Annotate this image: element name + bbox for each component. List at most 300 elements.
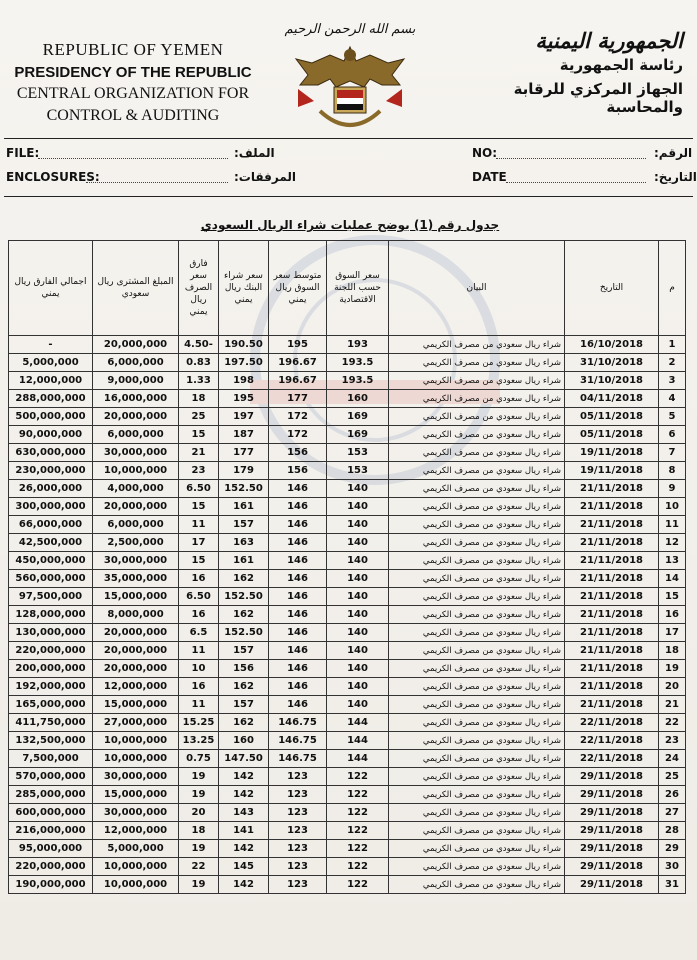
no-label: NO:: [472, 146, 498, 160]
cell-description: شراء ريال سعودي من مصرف الكريمي: [389, 390, 565, 408]
cell-amount-purchased: 15,000,000: [93, 696, 179, 714]
cell-index: 27: [659, 804, 686, 822]
cell-amount-purchased: 6,000,000: [93, 354, 179, 372]
cell-total-difference: 300,000,000: [9, 498, 93, 516]
cell-bank-buy-rate: 143: [219, 804, 269, 822]
date-field[interactable]: [506, 170, 646, 183]
table-row: [9, 804, 686, 822]
cell-date: 21/11/2018: [565, 642, 659, 660]
table-row: [9, 516, 686, 534]
cell-average-market-rate: 177: [269, 390, 327, 408]
file-row: [6, 146, 691, 164]
cell-market-rate-committee: 140: [327, 678, 389, 696]
cell-market-rate-committee: 122: [327, 840, 389, 858]
cell-total-difference: 570,000,000: [9, 768, 93, 786]
cell-amount-purchased: 2,500,000: [93, 534, 179, 552]
cell-total-difference: 130,000,000: [9, 624, 93, 642]
file-label-ar: الملف:: [234, 146, 275, 160]
cell-market-rate-committee: 193.5: [327, 372, 389, 390]
cell-market-rate-committee: 140: [327, 606, 389, 624]
cell-index: 12: [659, 534, 686, 552]
cell-market-rate-committee: 140: [327, 588, 389, 606]
cell-index: 16: [659, 606, 686, 624]
cell-rate-difference: 15: [179, 426, 219, 444]
cell-rate-difference: 6.50: [179, 480, 219, 498]
cell-description: شراء ريال سعودي من مصرف الكريمي: [389, 444, 565, 462]
cell-index: 8: [659, 462, 686, 480]
cell-rate-difference: 19: [179, 840, 219, 858]
cell-rate-difference: 18: [179, 822, 219, 840]
cell-total-difference: 411,750,000: [9, 714, 93, 732]
cell-description: شراء ريال سعودي من مصرف الكريمي: [389, 426, 565, 444]
cell-bank-buy-rate: 142: [219, 768, 269, 786]
cell-date: 29/11/2018: [565, 768, 659, 786]
organization-name-ar: الجهاز المركزي للرقابة والمحاسبة: [513, 80, 683, 116]
cell-date: 22/11/2018: [565, 750, 659, 768]
cell-average-market-rate: 123: [269, 840, 327, 858]
cell-description: شراء ريال سعودي من مصرف الكريمي: [389, 642, 565, 660]
cell-amount-purchased: 10,000,000: [93, 462, 179, 480]
cell-market-rate-committee: 122: [327, 876, 389, 894]
saudi-riyal-purchases-table: [8, 240, 686, 894]
cell-amount-purchased: 30,000,000: [93, 444, 179, 462]
cell-average-market-rate: 196.67: [269, 372, 327, 390]
cell-description: شراء ريال سعودي من مصرف الكريمي: [389, 552, 565, 570]
cell-bank-buy-rate: 195: [219, 390, 269, 408]
cell-rate-difference: 11: [179, 696, 219, 714]
basmala: بسم الله الرحمن الرحيم: [284, 22, 416, 37]
cell-description: شراء ريال سعودي من مصرف الكريمي: [389, 858, 565, 876]
table-row: [9, 876, 686, 894]
cell-total-difference: 90,000,000: [9, 426, 93, 444]
cell-date: 21/11/2018: [565, 588, 659, 606]
cell-amount-purchased: 6,000,000: [93, 426, 179, 444]
cell-date: 19/11/2018: [565, 462, 659, 480]
cell-date: 22/11/2018: [565, 714, 659, 732]
cell-description: شراء ريال سعودي من مصرف الكريمي: [389, 840, 565, 858]
table-row: [9, 408, 686, 426]
cell-market-rate-committee: 140: [327, 624, 389, 642]
cell-market-rate-committee: 140: [327, 570, 389, 588]
cell-description: شراء ريال سعودي من مصرف الكريمي: [389, 714, 565, 732]
col-amount-purchased: المبلغ المشترى ريال سعودي: [93, 241, 179, 336]
cell-index: 6: [659, 426, 686, 444]
date-label-ar: التاريخ:: [654, 170, 697, 184]
cell-description: شراء ريال سعودي من مصرف الكريمي: [389, 768, 565, 786]
cell-index: 29: [659, 840, 686, 858]
table-row: [9, 678, 686, 696]
cell-market-rate-committee: 140: [327, 660, 389, 678]
cell-bank-buy-rate: 152.50: [219, 624, 269, 642]
cell-description: شراء ريال سعودي من مصرف الكريمي: [389, 462, 565, 480]
cell-amount-purchased: 12,000,000: [93, 822, 179, 840]
cell-average-market-rate: 146.75: [269, 750, 327, 768]
cell-total-difference: 5,000,000: [9, 354, 93, 372]
table-row: [9, 480, 686, 498]
table-row: [9, 732, 686, 750]
table-row: [9, 552, 686, 570]
enclosures-field[interactable]: [86, 170, 228, 183]
cell-bank-buy-rate: 142: [219, 786, 269, 804]
cell-bank-buy-rate: 157: [219, 516, 269, 534]
cell-market-rate-committee: 122: [327, 804, 389, 822]
cell-bank-buy-rate: 198: [219, 372, 269, 390]
cell-bank-buy-rate: 152.50: [219, 588, 269, 606]
cell-bank-buy-rate: 177: [219, 444, 269, 462]
cell-index: 15: [659, 588, 686, 606]
cell-average-market-rate: 123: [269, 876, 327, 894]
table-row: [9, 606, 686, 624]
cell-rate-difference: 13.25: [179, 732, 219, 750]
cell-rate-difference: 15.25: [179, 714, 219, 732]
cell-bank-buy-rate: 190.50: [219, 336, 269, 354]
cell-rate-difference: 6.5: [179, 624, 219, 642]
cell-total-difference: 7,500,000: [9, 750, 93, 768]
cell-amount-purchased: 10,000,000: [93, 750, 179, 768]
cell-total-difference: 230,000,000: [9, 462, 93, 480]
cell-date: 04/11/2018: [565, 390, 659, 408]
cell-average-market-rate: 172: [269, 408, 327, 426]
cell-total-difference: 128,000,000: [9, 606, 93, 624]
cell-market-rate-committee: 122: [327, 822, 389, 840]
cell-amount-purchased: 16,000,000: [93, 390, 179, 408]
cell-average-market-rate: 146: [269, 642, 327, 660]
organization-name-line2: CONTROL & AUDITING: [46, 107, 220, 124]
cell-index: 26: [659, 786, 686, 804]
cell-average-market-rate: 146.75: [269, 714, 327, 732]
cell-rate-difference: 16: [179, 678, 219, 696]
cell-bank-buy-rate: 147.50: [219, 750, 269, 768]
country-name: REPUBLIC OF YEMEN: [42, 40, 224, 59]
cell-market-rate-committee: 140: [327, 552, 389, 570]
cell-average-market-rate: 146: [269, 660, 327, 678]
table-row: [9, 372, 686, 390]
cell-date: 31/10/2018: [565, 372, 659, 390]
cell-total-difference: 500,000,000: [9, 408, 93, 426]
cell-total-difference: 66,000,000: [9, 516, 93, 534]
cell-date: 05/11/2018: [565, 408, 659, 426]
letterhead-arabic: [453, 28, 683, 116]
col-average-market-rate: متوسط سعر السوق ريال يمني: [269, 241, 327, 336]
cell-amount-purchased: 5,000,000: [93, 840, 179, 858]
col-bank-buy-rate: سعر شراء البنك ريال يمني: [219, 241, 269, 336]
table-row: [9, 840, 686, 858]
enclosures-row: [6, 170, 697, 188]
table-row: [9, 714, 686, 732]
table-row: [9, 822, 686, 840]
cell-amount-purchased: 30,000,000: [93, 804, 179, 822]
cell-average-market-rate: 123: [269, 804, 327, 822]
table-row: [9, 498, 686, 516]
cell-average-market-rate: 146: [269, 480, 327, 498]
letterhead-english: [8, 40, 258, 125]
cell-bank-buy-rate: 160: [219, 732, 269, 750]
enclosures-label-ar: المرفقات:: [234, 170, 296, 184]
cell-average-market-rate: 146.75: [269, 732, 327, 750]
cell-date: 29/11/2018: [565, 822, 659, 840]
cell-total-difference: -: [9, 336, 93, 354]
cell-bank-buy-rate: 197: [219, 408, 269, 426]
table-row: [9, 660, 686, 678]
cell-bank-buy-rate: 163: [219, 534, 269, 552]
cell-amount-purchased: 27,000,000: [93, 714, 179, 732]
cell-date: 21/11/2018: [565, 678, 659, 696]
cell-description: شراء ريال سعودي من مصرف الكريمي: [389, 534, 565, 552]
cell-average-market-rate: 146: [269, 570, 327, 588]
cell-market-rate-committee: 193.5: [327, 354, 389, 372]
cell-amount-purchased: 6,000,000: [93, 516, 179, 534]
cell-index: 4: [659, 390, 686, 408]
table-header-row: [9, 241, 686, 336]
cell-date: 21/11/2018: [565, 516, 659, 534]
cell-date: 29/11/2018: [565, 876, 659, 894]
cell-date: 21/11/2018: [565, 624, 659, 642]
cell-market-rate-committee: 153: [327, 462, 389, 480]
cell-rate-difference: 25: [179, 408, 219, 426]
cell-amount-purchased: 10,000,000: [93, 876, 179, 894]
cell-rate-difference: 6.50: [179, 588, 219, 606]
cell-index: 10: [659, 498, 686, 516]
cell-date: 29/11/2018: [565, 840, 659, 858]
presidency-name: PRESIDENCY OF THE REPUBLIC: [14, 64, 252, 81]
cell-average-market-rate: 172: [269, 426, 327, 444]
cell-date: 31/10/2018: [565, 354, 659, 372]
col-description: البيان: [389, 241, 565, 336]
cell-description: شراء ريال سعودي من مصرف الكريمي: [389, 408, 565, 426]
cell-amount-purchased: 10,000,000: [93, 858, 179, 876]
cell-bank-buy-rate: 179: [219, 462, 269, 480]
cell-amount-purchased: 20,000,000: [93, 642, 179, 660]
table-row: [9, 354, 686, 372]
cell-bank-buy-rate: 156: [219, 660, 269, 678]
cell-description: شراء ريال سعودي من مصرف الكريمي: [389, 696, 565, 714]
cell-total-difference: 560,000,000: [9, 570, 93, 588]
table-row: [9, 750, 686, 768]
cell-total-difference: 288,000,000: [9, 390, 93, 408]
cell-average-market-rate: 146: [269, 552, 327, 570]
file-label: FILE:: [6, 146, 40, 160]
cell-market-rate-committee: 153: [327, 444, 389, 462]
cell-date: 21/11/2018: [565, 570, 659, 588]
cell-average-market-rate: 195: [269, 336, 327, 354]
cell-amount-purchased: 15,000,000: [93, 786, 179, 804]
table-row: [9, 444, 686, 462]
cell-rate-difference: 15: [179, 498, 219, 516]
table-caption: جدول رقم (1) يوضح عمليات شراء الريال السعودي: [200, 218, 500, 232]
cell-average-market-rate: 123: [269, 822, 327, 840]
cell-description: شراء ريال سعودي من مصرف الكريمي: [389, 876, 565, 894]
cell-amount-purchased: 20,000,000: [93, 408, 179, 426]
cell-average-market-rate: 146: [269, 624, 327, 642]
cell-description: شراء ريال سعودي من مصرف الكريمي: [389, 336, 565, 354]
cell-market-rate-committee: 122: [327, 786, 389, 804]
cell-market-rate-committee: 140: [327, 696, 389, 714]
cell-index: 25: [659, 768, 686, 786]
cell-amount-purchased: 20,000,000: [93, 624, 179, 642]
cell-bank-buy-rate: 161: [219, 552, 269, 570]
cell-amount-purchased: 8,000,000: [93, 606, 179, 624]
cell-date: 29/11/2018: [565, 786, 659, 804]
cell-amount-purchased: 30,000,000: [93, 768, 179, 786]
cell-description: شراء ريال سعودي من مصرف الكريمي: [389, 660, 565, 678]
meta-divider: [4, 196, 693, 197]
cell-average-market-rate: 156: [269, 444, 327, 462]
cell-total-difference: 165,000,000: [9, 696, 93, 714]
cell-bank-buy-rate: 162: [219, 678, 269, 696]
cell-amount-purchased: 10,000,000: [93, 732, 179, 750]
cell-market-rate-committee: 140: [327, 516, 389, 534]
cell-description: شراء ريال سعودي من مصرف الكريمي: [389, 678, 565, 696]
presidency-name-ar: رئاسة الجمهورية: [559, 56, 683, 74]
cell-amount-purchased: 20,000,000: [93, 336, 179, 354]
cell-bank-buy-rate: 142: [219, 840, 269, 858]
cell-date: 21/11/2018: [565, 696, 659, 714]
table-row: [9, 624, 686, 642]
cell-total-difference: 450,000,000: [9, 552, 93, 570]
cell-total-difference: 26,000,000: [9, 480, 93, 498]
yemen-eagle-emblem-icon: [290, 41, 410, 139]
cell-total-difference: 216,000,000: [9, 822, 93, 840]
table-body: [9, 336, 686, 894]
table-row: [9, 426, 686, 444]
cell-market-rate-committee: 140: [327, 498, 389, 516]
cell-bank-buy-rate: 142: [219, 876, 269, 894]
cell-total-difference: 192,000,000: [9, 678, 93, 696]
cell-bank-buy-rate: 145: [219, 858, 269, 876]
cell-amount-purchased: 15,000,000: [93, 588, 179, 606]
cell-bank-buy-rate: 162: [219, 606, 269, 624]
cell-average-market-rate: 146: [269, 588, 327, 606]
country-name-ar: الجمهورية اليمنية: [535, 28, 683, 53]
cell-rate-difference: 11: [179, 516, 219, 534]
cell-index: 31: [659, 876, 686, 894]
cell-average-market-rate: 146: [269, 696, 327, 714]
cell-description: شراء ريال سعودي من مصرف الكريمي: [389, 354, 565, 372]
cell-bank-buy-rate: 187: [219, 426, 269, 444]
cell-average-market-rate: 123: [269, 858, 327, 876]
cell-date: 16/10/2018: [565, 336, 659, 354]
table-row: [9, 768, 686, 786]
cell-rate-difference: 0.75: [179, 750, 219, 768]
cell-rate-difference: 11: [179, 642, 219, 660]
table-row: [9, 462, 686, 480]
cell-average-market-rate: 156: [269, 462, 327, 480]
cell-description: شراء ريال سعودي من مصرف الكريمي: [389, 498, 565, 516]
cell-market-rate-committee: 160: [327, 390, 389, 408]
cell-total-difference: 97,500,000: [9, 588, 93, 606]
enclosures-label: ENCLOSURES:: [6, 170, 100, 184]
cell-amount-purchased: 35,000,000: [93, 570, 179, 588]
no-label-ar: الرقم:: [654, 146, 693, 160]
cell-market-rate-committee: 144: [327, 714, 389, 732]
cell-description: شراء ريال سعودي من مصرف الكريمي: [389, 480, 565, 498]
cell-rate-difference: 18: [179, 390, 219, 408]
cell-total-difference: 285,000,000: [9, 786, 93, 804]
cell-rate-difference: 15: [179, 552, 219, 570]
cell-description: شراء ريال سعودي من مصرف الكريمي: [389, 750, 565, 768]
cell-bank-buy-rate: 152.50: [219, 480, 269, 498]
cell-total-difference: 12,000,000: [9, 372, 93, 390]
cell-total-difference: 600,000,000: [9, 804, 93, 822]
col-index: م: [659, 241, 686, 336]
table-row: [9, 786, 686, 804]
cell-market-rate-committee: 140: [327, 480, 389, 498]
cell-amount-purchased: 20,000,000: [93, 660, 179, 678]
cell-index: 23: [659, 732, 686, 750]
organization-name-line1: CENTRAL ORGANIZATION FOR: [16, 85, 250, 102]
letterhead-center: [265, 22, 435, 143]
cell-rate-difference: 17: [179, 534, 219, 552]
cell-market-rate-committee: 122: [327, 858, 389, 876]
cell-date: 21/11/2018: [565, 534, 659, 552]
cell-index: 18: [659, 642, 686, 660]
cell-index: 17: [659, 624, 686, 642]
cell-index: 28: [659, 822, 686, 840]
cell-rate-difference: 19: [179, 768, 219, 786]
cell-amount-purchased: 4,000,000: [93, 480, 179, 498]
cell-date: 21/11/2018: [565, 480, 659, 498]
cell-description: شراء ريال سعودي من مصرف الكريمي: [389, 804, 565, 822]
table-row: [9, 336, 686, 354]
cell-rate-difference: 21: [179, 444, 219, 462]
cell-rate-difference: 16: [179, 570, 219, 588]
cell-bank-buy-rate: 161: [219, 498, 269, 516]
cell-description: شراء ريال سعودي من مصرف الكريمي: [389, 372, 565, 390]
cell-amount-purchased: 30,000,000: [93, 552, 179, 570]
cell-description: شراء ريال سعودي من مصرف الكريمي: [389, 624, 565, 642]
cell-amount-purchased: 12,000,000: [93, 678, 179, 696]
cell-rate-difference: 20: [179, 804, 219, 822]
no-field[interactable]: [496, 146, 646, 159]
cell-index: 14: [659, 570, 686, 588]
cell-date: 05/11/2018: [565, 426, 659, 444]
cell-date: 21/11/2018: [565, 660, 659, 678]
cell-index: 3: [659, 372, 686, 390]
cell-total-difference: 220,000,000: [9, 642, 93, 660]
cell-index: 20: [659, 678, 686, 696]
cell-total-difference: 42,500,000: [9, 534, 93, 552]
cell-average-market-rate: 146: [269, 678, 327, 696]
table-row: [9, 642, 686, 660]
cell-bank-buy-rate: 141: [219, 822, 269, 840]
cell-bank-buy-rate: 197.50: [219, 354, 269, 372]
col-rate-difference: فارق سعر الصرف ريال يمني: [179, 241, 219, 336]
cell-index: 24: [659, 750, 686, 768]
cell-index: 22: [659, 714, 686, 732]
cell-rate-difference: 22: [179, 858, 219, 876]
cell-description: شراء ريال سعودي من مصرف الكريمي: [389, 732, 565, 750]
file-field[interactable]: [38, 146, 228, 159]
cell-rate-difference: 16: [179, 606, 219, 624]
cell-total-difference: 630,000,000: [9, 444, 93, 462]
cell-index: 30: [659, 858, 686, 876]
cell-bank-buy-rate: 157: [219, 642, 269, 660]
cell-description: شراء ريال سعودي من مصرف الكريمي: [389, 588, 565, 606]
cell-description: شراء ريال سعودي من مصرف الكريمي: [389, 516, 565, 534]
cell-rate-difference: 1.33: [179, 372, 219, 390]
cell-average-market-rate: 146: [269, 534, 327, 552]
date-label: DATE: [472, 170, 507, 184]
table-row: [9, 696, 686, 714]
cell-index: 13: [659, 552, 686, 570]
cell-market-rate-committee: 144: [327, 750, 389, 768]
cell-average-market-rate: 196.67: [269, 354, 327, 372]
cell-total-difference: 132,500,000: [9, 732, 93, 750]
cell-market-rate-committee: 140: [327, 642, 389, 660]
cell-bank-buy-rate: 157: [219, 696, 269, 714]
cell-rate-difference: 19: [179, 876, 219, 894]
table-row: [9, 588, 686, 606]
